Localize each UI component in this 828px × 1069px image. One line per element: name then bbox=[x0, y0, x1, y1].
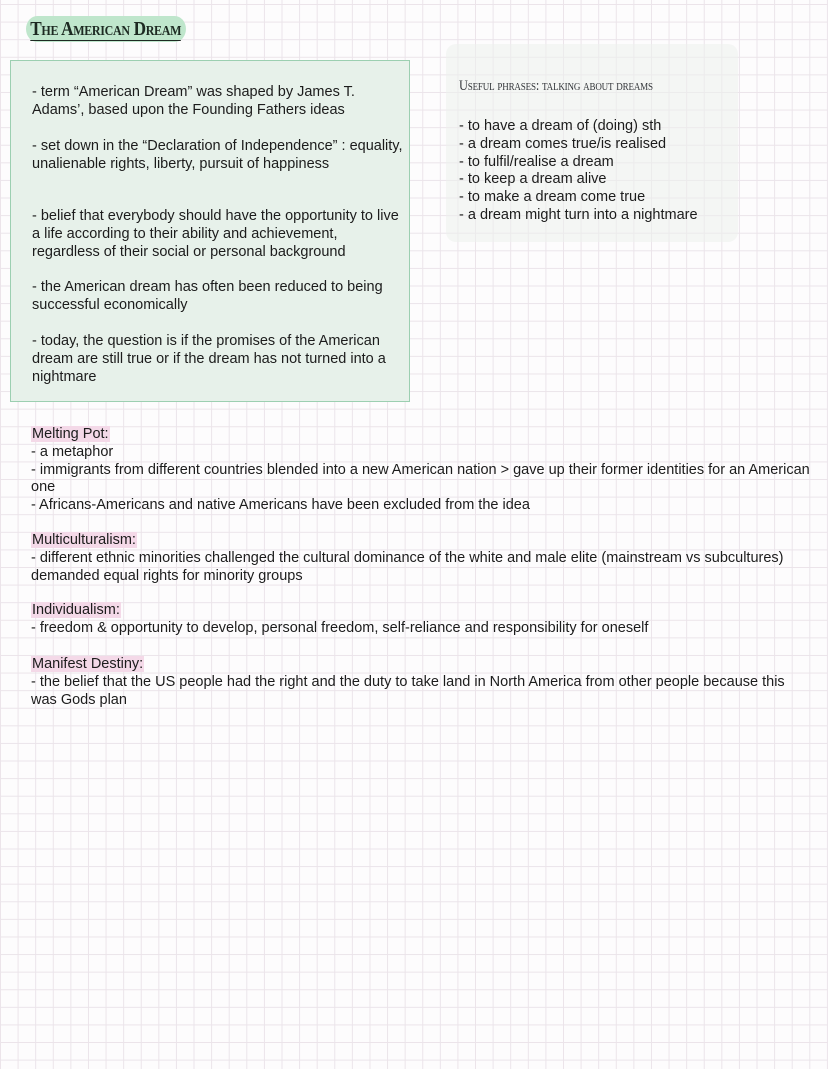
summary-paragraph: - term “American Dream” was shaped by James T. Adams’, based upon the Founding Fathers ideas bbox=[32, 84, 355, 118]
section-heading: Individualism: bbox=[32, 602, 120, 618]
section-manifest-destiny bbox=[31, 656, 811, 709]
section-heading: Multiculturalism: bbox=[32, 532, 136, 548]
section-line: - Africans-Americans and native Americans have been excluded from the idea bbox=[31, 497, 530, 514]
section-individualism bbox=[31, 602, 811, 638]
summary-paragraph: - the American dream has often been reduced to being successful economically bbox=[32, 279, 383, 313]
summary-paragraph: - belief that everybody should have the opportunity to live a life according to their ability and achievement, regardless of their social or personal background bbox=[32, 208, 399, 260]
phrase-item: - to keep a dream alive bbox=[459, 171, 607, 188]
summary-paragraph: - set down in the “Declaration of Independence” : equality, unalienable rights, liberty, pursuit of happiness bbox=[32, 138, 403, 172]
phrase-item: - to have a dream of (doing) sth bbox=[459, 118, 662, 134]
phrase-item: - to fulfil/realise a dream bbox=[459, 153, 614, 170]
section-heading: Melting Pot: bbox=[32, 426, 109, 442]
section-line: - different ethnic minorities challenged the cultural dominance of the white and male elite (mainstream vs subcultures) demanded equal rights for minority groups bbox=[31, 549, 784, 584]
page-title bbox=[26, 16, 186, 42]
section-multiculturalism bbox=[31, 532, 811, 585]
phrase-item: - a dream might turn into a nightmare bbox=[459, 206, 698, 223]
section-line: - freedom & opportunity to develop, personal freedom, self-reliance and responsibility for oneself bbox=[31, 619, 649, 636]
summary-paragraph: - today, the question is if the promises of the American dream are still true or if the dream has not turned into a nightmare bbox=[32, 333, 386, 385]
section-line: - immigrants from different countries blended into a new American nation > gave up their former identities for an American one bbox=[31, 461, 810, 496]
phrases-list bbox=[459, 118, 698, 225]
section-melting-pot bbox=[31, 426, 811, 515]
phrase-item: - to make a dream come true bbox=[459, 189, 646, 206]
phrase-item: - a dream comes true/is realised bbox=[459, 135, 667, 152]
section-line: - the belief that the US people had the right and the duty to take land in North America from other people because this was Gods plan bbox=[31, 673, 785, 708]
page-title-text: The American Dream bbox=[30, 18, 182, 40]
phrases-heading: Useful phrases: talking about dreams bbox=[459, 78, 653, 94]
section-heading: Manifest Destiny: bbox=[32, 656, 144, 672]
section-line: - a metaphor bbox=[31, 443, 114, 460]
